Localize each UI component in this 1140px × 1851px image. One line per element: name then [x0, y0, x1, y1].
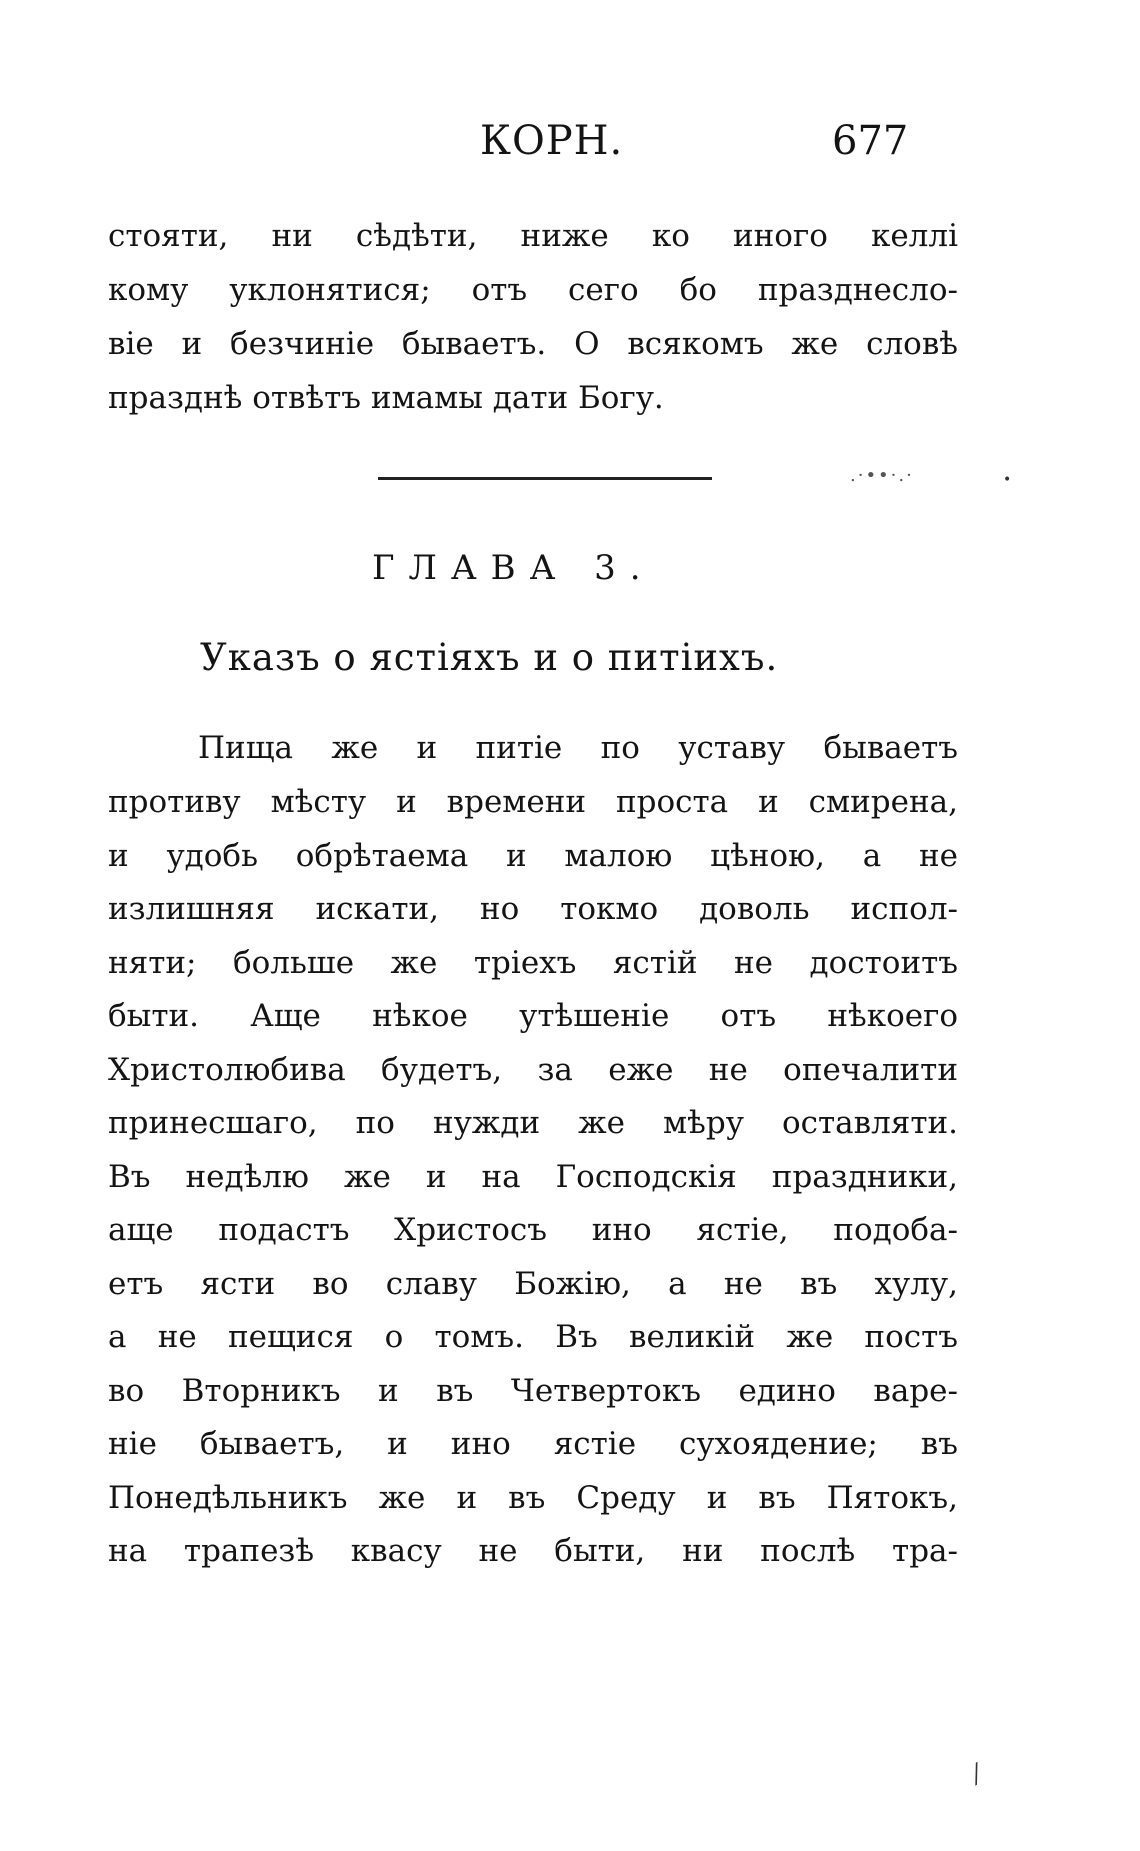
printer-ornament: .·••·.·: [850, 465, 914, 486]
text-line: Христолюбива будетъ, за еже не опечалити: [108, 1052, 958, 1088]
page-number: 677: [832, 118, 909, 164]
text-line: віе и безчиніе бываетъ. О всякомъ же словѣ: [108, 326, 958, 362]
text-line: кому уклонятися; отъ сего бо празднесло-: [108, 272, 958, 308]
chapter-subtitle: Указъ о ястіяхъ и о питіихъ.: [200, 636, 779, 679]
text-line: противу мѣсту и времени проста и смирена,: [108, 784, 958, 820]
ink-speck: •: [1003, 472, 1012, 488]
text-line: ніе бываетъ, и ино ястіе сухоядение; въ: [108, 1426, 958, 1462]
text-line: Въ недѣлю же и на Господскія праздники,: [108, 1159, 958, 1195]
text-line: стояти, ни сѣдѣти, ниже ко иного келлі: [108, 218, 958, 254]
text-line: аще подастъ Христосъ ино ястіе, подоба-: [108, 1212, 958, 1248]
text-line: етъ ясти во славу Божію, а не въ хулу,: [108, 1266, 958, 1302]
text-line: Пища же и питіе по уставу бываетъ: [198, 730, 958, 766]
text-line: празднѣ отвѣтъ имамы дати Богу.: [108, 380, 664, 416]
text-line: Понедѣльникъ же и въ Среду и въ Пятокъ,: [108, 1480, 958, 1516]
text-line: быти. Аще нѣкое утѣшеніе отъ нѣкоего: [108, 998, 958, 1034]
text-line: няти; больше же тріехъ ястій не достоитъ: [108, 945, 958, 981]
ink-speck: ⁄: [967, 1760, 987, 1790]
text-line: принесшаго, по нужди же мѣру оставляти.: [108, 1105, 958, 1141]
text-line: излишняя искати, но токмо доволь испол-: [108, 891, 958, 927]
text-line: и удобь обрѣтаема и малою цѣною, а не: [108, 838, 958, 874]
text-line: а не пещися о томъ. Въ великій же постъ: [108, 1319, 958, 1355]
running-head: КОРН.: [480, 118, 624, 164]
text-line: на трапезѣ квасу не быти, ни послѣ тра-: [108, 1533, 958, 1569]
text-line: во Вторникъ и въ Четвертокъ едино варе-: [108, 1373, 958, 1409]
section-divider: [378, 477, 712, 480]
chapter-title: ГЛАВА 3.: [372, 548, 655, 588]
